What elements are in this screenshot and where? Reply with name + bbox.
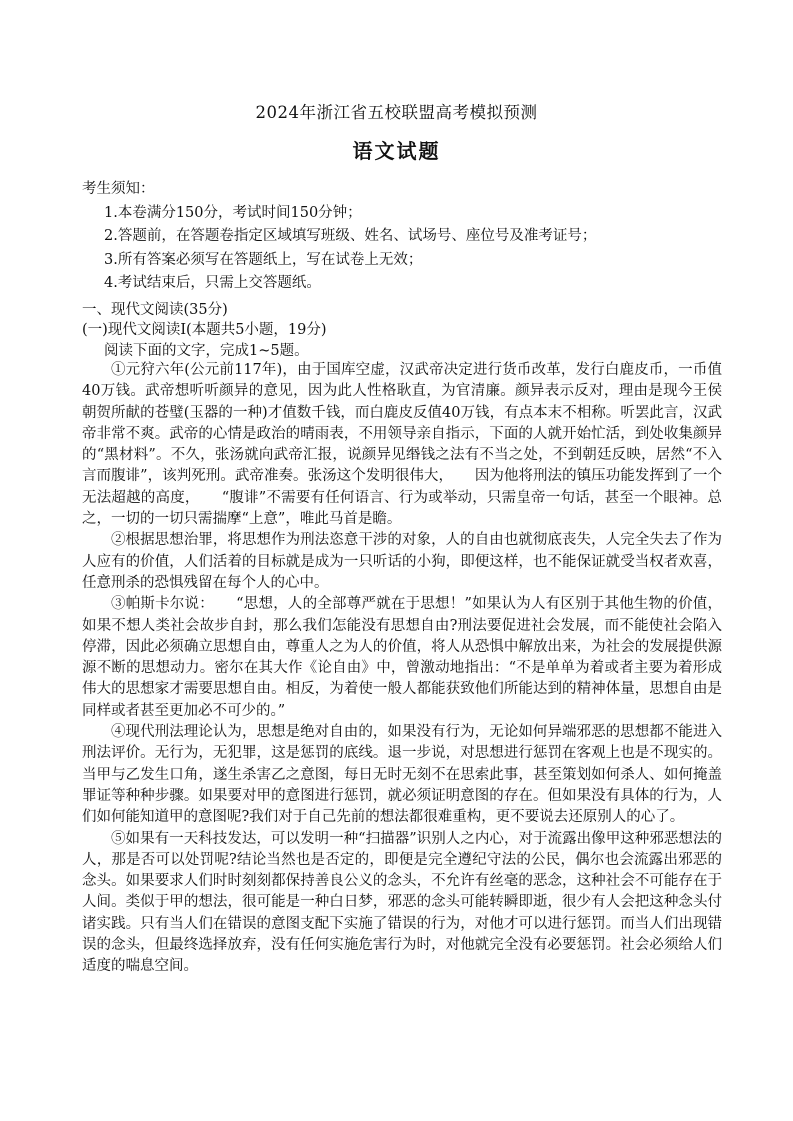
exam-subject-title: 语文试题 — [352, 139, 441, 163]
subsection-heading: (一)现代文阅读Ⅰ(本题共5小题，19分) — [82, 322, 327, 338]
notice-item: 4.考试结束后，只需上交答题纸。 — [104, 275, 321, 291]
notice-item: 1.本卷满分150分，考试时间150分钟； — [104, 204, 362, 221]
exam-title: 2024年浙江省五校联盟高考模拟预测 — [255, 103, 538, 122]
reading-instruction: 阅读下面的文字，完成1~5题。 — [104, 343, 309, 359]
passage-paragraph: ①元狩六年(公元前117年)，由于国库空虚，汉武帝决定进行货币改革，发行白鹿皮币，一币值40万钱。武帝想听听颜异的意见，因为此人性格耿直，为官清廉。颜异表示反对，理由是现今王侯朝贺所献的苍璧(玉器的一种)才值数千钱，而白鹿皮反值40万钱，有点本末不相称。听罢此言，汉武帝非常不爽。武帝的心情是政治的晴雨表，不用领导亲自指示，下面的人就开始忙活，到处收集颜异的“黑材料”。不久，张汤就向武帝汇报，说颜异见缗钱之法有不当之处，不到朝廷反映，居然“不入言而腹诽”，该判死刑。武帝准奏。张汤这个发明很伟大， 因为他将刑法的镇压功能发挥到了一个无法超越的高度， “腹诽”不需要有任何语言、行为或举动，只需皇帝一句话，甚至一个眼神。总之，一切的一切只需揣摩“上意”，唯此马首是瞻。 — [82, 362, 722, 528]
passage-paragraph: ⑤如果有一天科技发达，可以发明一种“扫描器”识别人之内心，对于流露出像甲这种邪恶想法的人，那是否可以处罚呢?结论当然也是否定的，即便是完全遵纪守法的公民，偶尔也会流露出邪恶的念头。如果要求人们时时刻刻都保持善良公义的念头，不允许有丝毫的恶念，这种社会不可能存在于人间。类似于甲的想法，很可能是一种白日梦，邪恶的念头可能转瞬即逝，很少有人会把这种念头付诸实践。只有当人们在错误的意图支配下实施了错误的行为，对他才可以进行惩罚。而当人们出现错误的念头，但最终选择放弃，没有任何实施危害行为时，对他就完全没有必要惩罚。社会必须给人们适度的喘息空间。 — [82, 830, 722, 975]
notice-item: 3.所有答案必须写在答题纸上，写在试卷上无效； — [104, 251, 423, 268]
candidate-notice — [82, 178, 722, 296]
notice-item: 2.答题前，在答题卷指定区域填写班级、姓名、试场号、座位号及准考证号； — [104, 228, 597, 244]
section-heading: 一、现代文阅读(35分) — [82, 302, 228, 318]
passage-paragraph: ③帕斯卡尔说： “思想，人的全部尊严就在于思想！”如果认为人有区别于其他生物的价值，如果不想人类社会故步自封，那么我们怎能没有思想自由?刑法要促进社会发展，而不能使社会陷入停滞，因此必须确立思想自由，尊重人之为人的价值，将人从恐惧中解放出来，为社会的发展提供源源不断的思想动力。密尔在其大作《论自由》中，曾激动地指出：“不是单单为着或者主要为着形成伟大的思想家才需要思想自由。相反，为着使一般人都能获致他们所能达到的精神体量，思想自由是同样或者甚至更加必不可少的。” — [82, 596, 722, 719]
passage-paragraph: ②根据思想治罪，将思想作为刑法恣意干涉的对象，人的自由也就彻底丧失，人完全失去了作为人应有的价值，人们活着的目标就是成为一只听话的小狗，即便这样，也不能保证就受当权者欢喜，任意刑杀的恐惧残留在每个人的心中。 — [82, 532, 722, 591]
passage-paragraph: ④现代刑法理论认为，思想是绝对自由的，如果没有行为，无论如何异端邪恶的思想都不能进入刑法评价。无行为，无犯罪，这是惩罚的底线。退一步说，对思想进行惩罚在客观上也是不现实的。当甲与乙发生口角，遂生杀害乙之意图，每日无时无刻不在思索此事，甚至策划如何杀人、如何掩盖罪证等种种步骤。如果要对甲的意图进行惩罚，就必须证明意图的存在。但如果没有具体的行为，人们如何能知道甲的意图呢?我们对于自己先前的想法都很难重构，更不要说去还原别人的心了。 — [82, 724, 722, 826]
notice-heading: 考生须知： — [82, 181, 155, 197]
reading-passage — [82, 360, 722, 978]
